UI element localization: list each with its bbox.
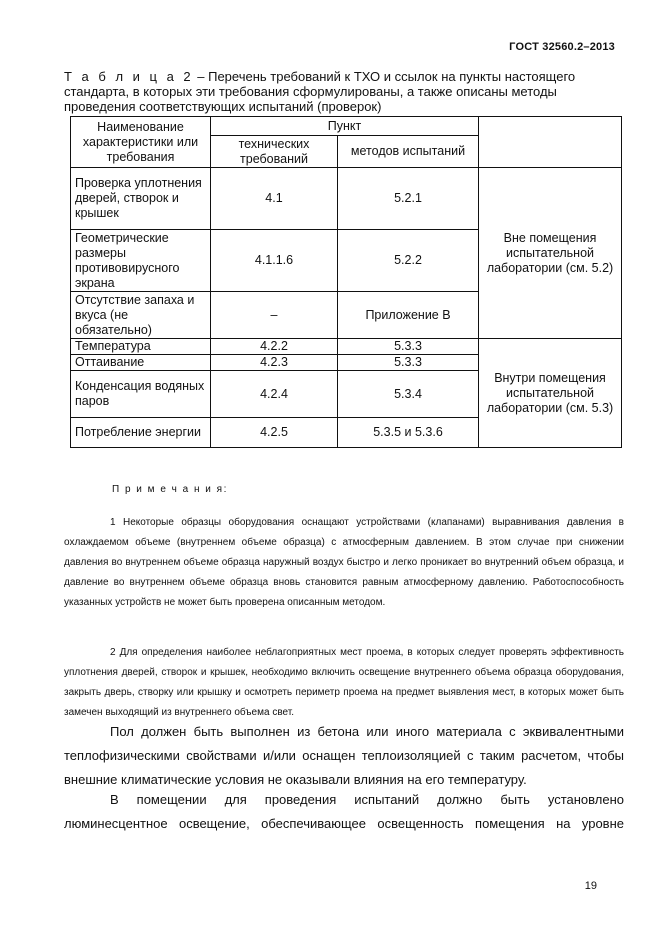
note-2: 2 Для определения наиболее неблагоприятных мест проема, в которых следует проверять эффективность уплотнения дверей, створок и крышек, необходимо включить освещение внутреннего объема образца оборудования, закрыть дверь, створку или крышку и осмотреть периметр проема на предмет выявления мест, в которых может быть замечен выходящий из внутреннего объема свет. [64, 647, 624, 718]
row-tech: 4.2.5 [211, 418, 338, 448]
header-name: Наименование характеристики или требования [71, 117, 211, 168]
header-methods: методов испытаний [338, 136, 479, 168]
row-method: 5.3.5 и 5.3.6 [338, 418, 479, 448]
row-tech: 4.1 [211, 168, 338, 230]
document-code: ГОСТ 32560.2–2013 [509, 41, 615, 53]
table-row [71, 168, 622, 230]
place-inside: Внутри помещения испытательной лаборатории (см. 5.3) [479, 339, 622, 448]
place-outside: Вне помещения испытательной лаборатории (см. 5.2) [479, 168, 622, 339]
row-tech: 4.2.3 [211, 355, 338, 371]
table-row [71, 339, 622, 355]
header-place [479, 117, 622, 168]
paragraph-floor: Пол должен быть выполнен из бетона или иного материала с эквивалентными теплофизическими свойствами и/или оснащен теплоизоляцией с таким расчетом, чтобы внешние климатические условия не оказывали влияния на его температуру. [64, 724, 624, 787]
table-caption [64, 69, 624, 114]
row-name: Оттаивание [71, 355, 211, 371]
page-number: 19 [584, 880, 597, 892]
row-method: Приложение В [338, 292, 479, 339]
row-method: 5.3.3 [338, 355, 479, 371]
notes-title: П р и м е ч а н и я: [112, 484, 228, 495]
row-method: 5.2.2 [338, 230, 479, 292]
row-name: Отсутствие запаха и вкуса (не обязательно) [71, 292, 211, 339]
row-tech: 4.2.4 [211, 371, 338, 418]
row-tech: – [211, 292, 338, 339]
row-name: Геометрические размеры противовирусного экрана [71, 230, 211, 292]
header-tech: технических требований [211, 136, 338, 168]
row-tech: 4.2.2 [211, 339, 338, 355]
row-method: 5.2.1 [338, 168, 479, 230]
row-name: Потребление энергии [71, 418, 211, 448]
note-1: 1 Некоторые образцы оборудования оснащают устройствами (клапанами) выравнивания давления в охлаждаемом объеме (внутреннем объеме образца) с атмосферным давлением. В этом случае при снижении давления во внутреннем объеме образца наружный воздух быстро и легко проникает во внутренний объем образца, и давление во внутреннем объеме образца вновь становится равным атмосферному давлению. Работоспособность указанных устройств не может быть проверена описанным методом. [64, 517, 624, 608]
row-method: 5.3.4 [338, 371, 479, 418]
paragraph-lighting: В помещении для проведения испытаний должно быть установлено люминесцентное освещение, обеспечивающее освещенность помещения на уровне [64, 792, 624, 831]
row-method: 5.3.3 [338, 339, 479, 355]
requirements-table [70, 116, 622, 448]
row-name: Конденсация водяных паров [71, 371, 211, 418]
row-name: Температура [71, 339, 211, 355]
row-name: Проверка уплотнения дверей, створок и крышек [71, 168, 211, 230]
header-punkt: Пункт [211, 117, 479, 136]
table-caption-text: – Перечень требований к ТХО и ссылок на пункты настоящего стандарта, в которых эти требования сформулированы, а также описаны методы проведения соответствующих испытаний (проверок) [64, 69, 576, 114]
row-tech: 4.1.1.6 [211, 230, 338, 292]
table-caption-label: Т а б л и ц а 2 [64, 69, 194, 84]
